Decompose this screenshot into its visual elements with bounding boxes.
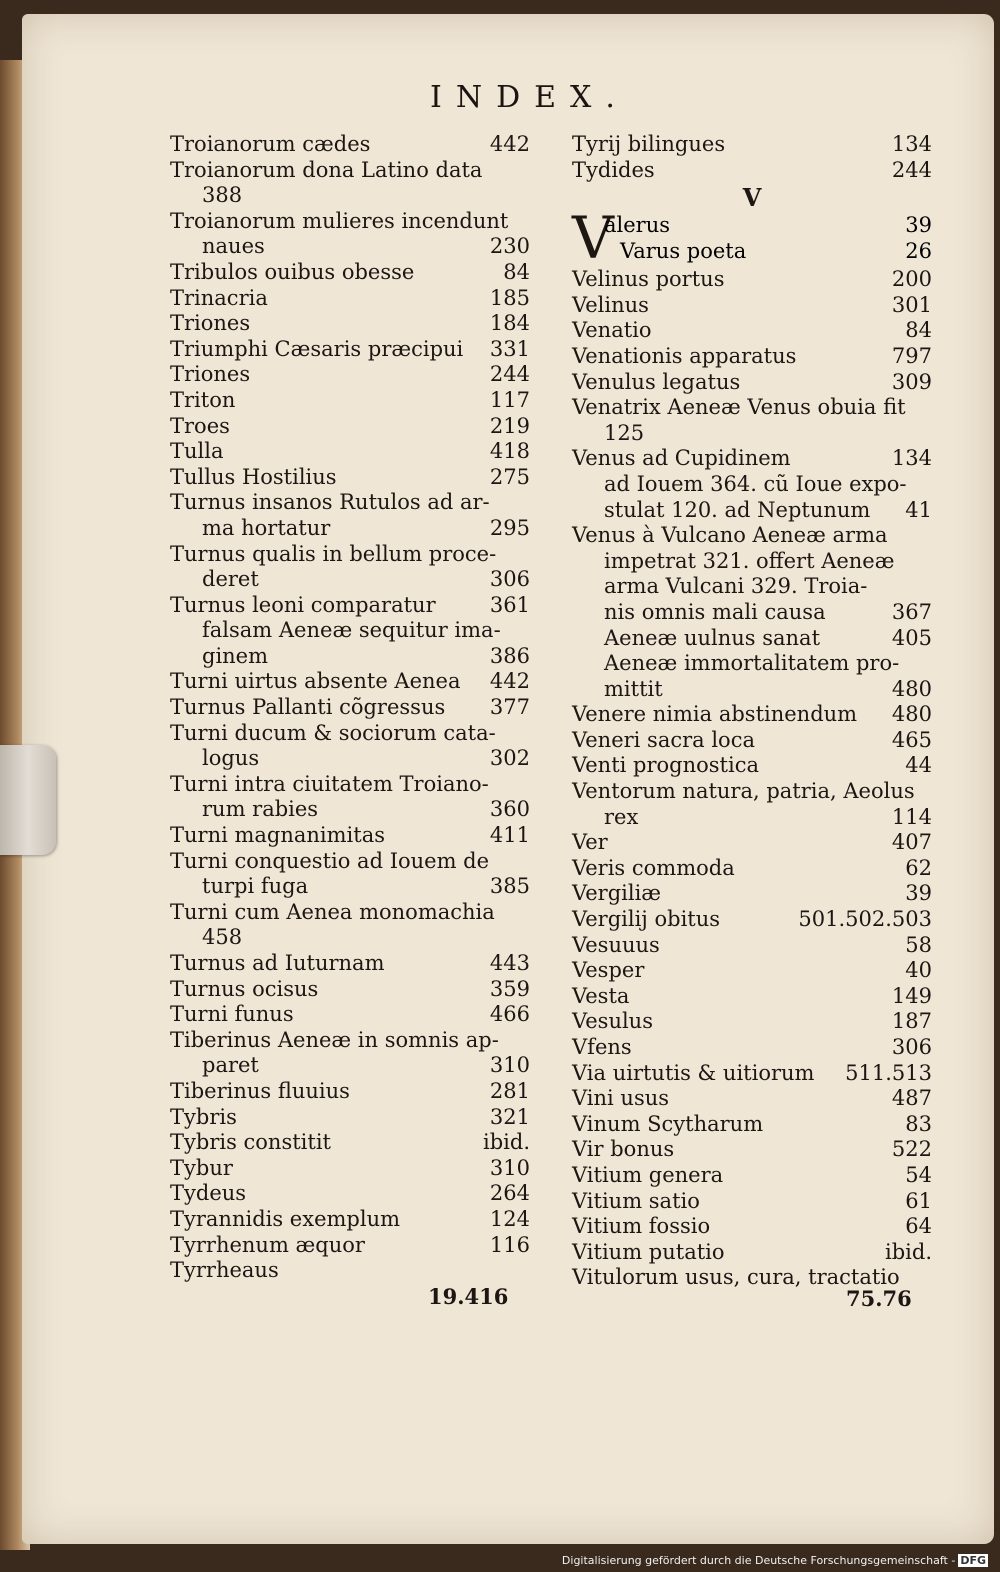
- entry-term: Vitium satio: [572, 1188, 700, 1213]
- entry-term: Turni cum Aenea monomachia: [170, 899, 495, 924]
- entry-term: 125: [604, 420, 645, 445]
- index-entry: [170, 823, 530, 849]
- entry-term: Ventorum natura, patria, Aeolus: [572, 779, 915, 804]
- entry-page-number: 149: [891, 983, 932, 1008]
- index-entry: [170, 337, 530, 363]
- entry-term: Vitium fossio: [572, 1214, 711, 1239]
- entry-term: Tyrrhenum æquor: [170, 1232, 365, 1257]
- entry-term: ad Iouem 364. cũ Ioue expo-: [604, 471, 907, 496]
- entry-page-number: 244: [891, 157, 932, 182]
- index-entry: [170, 286, 530, 312]
- entry-term: Vesper: [572, 958, 645, 983]
- entry-term: naues: [202, 234, 265, 259]
- index-entry: [170, 618, 530, 644]
- entry-page-number: 443: [489, 951, 530, 975]
- dropcap-entry: [572, 204, 932, 273]
- entry-page-number: 187: [891, 1009, 932, 1034]
- dropcap-letter: V: [572, 204, 614, 273]
- entry-term: Veneri sacra loca: [572, 727, 755, 752]
- entry-term: Troianorum mulieres incendunt: [170, 208, 509, 233]
- entry-term: Vitium putatio: [572, 1239, 725, 1264]
- entry-term: Troes: [170, 413, 230, 438]
- entry-page-number: 797: [891, 343, 932, 368]
- index-entry: [170, 797, 530, 823]
- entry-term: Turni conquestio ad Iouem de: [170, 848, 490, 873]
- entry-term: Vitium genera: [572, 1162, 724, 1187]
- entry-page-number: 480: [891, 676, 932, 701]
- index-entry: [572, 498, 932, 524]
- index-entry: [170, 567, 530, 593]
- entry-page-number: 114: [891, 804, 932, 829]
- entry-term: Troianorum cædes: [170, 132, 371, 156]
- index-entry: [572, 933, 932, 959]
- index-entry: [572, 421, 932, 447]
- entry-term: Turnus qualis in bellum proce-: [170, 541, 497, 566]
- entry-page-number: 185: [489, 285, 530, 310]
- entry-page-number: 466: [489, 1002, 530, 1027]
- section-letter: V: [742, 183, 762, 213]
- index-entry: [572, 1112, 932, 1138]
- entry-page-number: 281: [489, 1078, 530, 1103]
- index-entry: [170, 260, 530, 286]
- entry-page-number: 134: [891, 446, 932, 471]
- index-entry: [572, 1214, 932, 1240]
- entry-page-number: 275: [489, 464, 530, 489]
- entry-term: Venere nimia abstinendum: [572, 702, 858, 727]
- entry-term: Tyrij bilingues: [572, 132, 726, 156]
- index-entry: [170, 209, 530, 235]
- entry-term: turpi fuga: [202, 874, 309, 899]
- entry-page-number: 407: [891, 830, 932, 855]
- entry-page-number: 465: [891, 727, 932, 752]
- catchword-left: 19.416: [428, 1284, 509, 1309]
- index-entry: [170, 1053, 530, 1079]
- entry-term: Turnus Pallanti cõgressus: [170, 695, 446, 720]
- index-entry: [170, 1207, 530, 1233]
- entry-term: Vir bonus: [572, 1137, 675, 1162]
- entry-term: Tiberinus fluuius: [170, 1078, 350, 1103]
- index-entry: [572, 344, 932, 370]
- index-entry: [170, 234, 530, 260]
- entry-term: Tulla: [170, 439, 224, 464]
- index-entry: [170, 874, 530, 900]
- entry-term: Venatio: [572, 318, 652, 343]
- entry-page-number: 367: [891, 599, 932, 624]
- entry-term: Turnus leoni comparatur: [170, 592, 436, 617]
- index-column-left: [170, 132, 530, 1284]
- entry-term: Turni magnanimitas: [170, 823, 386, 848]
- entry-term: Turni ducum & sociorum cata-: [170, 720, 496, 745]
- entry-page-number: 244: [489, 362, 530, 387]
- index-entry: [572, 370, 932, 396]
- entry-page-number: 360: [489, 797, 530, 822]
- index-entry: [572, 446, 932, 472]
- catchword-right: 75.76: [846, 1286, 912, 1311]
- index-entry: [572, 267, 932, 293]
- entry-page-number: 511.513: [845, 1060, 932, 1085]
- index-entry: [572, 523, 932, 549]
- index-entry: [572, 728, 932, 754]
- entry-term: Vergiliæ: [572, 881, 662, 906]
- entry-page-number: 264: [489, 1181, 530, 1206]
- entry-term: Venationis apparatus: [572, 343, 797, 368]
- index-entry: [572, 779, 932, 805]
- index-column-right: [572, 132, 932, 1291]
- entry-term: rum rabies: [202, 797, 319, 822]
- index-entry: [572, 1061, 932, 1087]
- index-entry: [170, 721, 530, 747]
- entry-page-number: 58: [905, 932, 932, 957]
- entry-page-number: 405: [891, 625, 932, 650]
- entry-term: ma hortatur: [202, 515, 331, 540]
- index-entry: [170, 1105, 530, 1131]
- entry-term: 388: [202, 183, 243, 208]
- entry-page-number: 44: [905, 753, 932, 778]
- index-entry: [572, 1163, 932, 1189]
- entry-term: Tiberinus Aeneæ in somnis ap-: [170, 1027, 499, 1052]
- entry-term: Triones: [170, 362, 251, 387]
- entry-term: Turni intra ciuitatem Troiano-: [170, 771, 489, 796]
- index-entry: [572, 1137, 932, 1163]
- entry-page-number: 84: [905, 318, 932, 343]
- entry-term: Troianorum dona Latino data: [170, 157, 483, 182]
- entry-page-number: 377: [489, 695, 530, 720]
- entry-page-number: 117: [489, 387, 530, 412]
- index-entry: [170, 1028, 530, 1054]
- entry-page-number: 302: [489, 746, 530, 771]
- index-entry: [572, 574, 932, 600]
- entry-page-number: 62: [905, 855, 932, 880]
- index-entry: [572, 702, 932, 728]
- entry-term: arma Vulcani 329. Troia-: [604, 574, 868, 599]
- entry-term: stulat 120. ad Neptunum: [604, 497, 871, 522]
- entry-term: Turnus ad Iuturnam: [170, 951, 385, 975]
- entry-term: Vesta: [572, 983, 630, 1008]
- entry-term: Velinus: [572, 292, 649, 317]
- entry-page-number: 219: [489, 413, 530, 438]
- index-entry: [572, 984, 932, 1010]
- index-entry: [170, 849, 530, 875]
- index-entry: [170, 1130, 530, 1156]
- entry-page-number: 418: [489, 439, 530, 464]
- entry-page-number: 295: [489, 515, 530, 540]
- entry-term: Tyrannidis exemplum: [170, 1206, 401, 1231]
- entry-term: nis omnis mali causa: [604, 599, 826, 624]
- index-entry: [170, 1181, 530, 1207]
- entry-page-number: 184: [489, 311, 530, 336]
- index-entry: [170, 1233, 530, 1259]
- dropcap-number1: 39: [905, 213, 932, 238]
- entry-term: Via uirtutis & uitiorum: [572, 1060, 815, 1085]
- entry-term: Turnus ocisus: [170, 976, 319, 1001]
- index-entry: [572, 549, 932, 575]
- entry-term: logus: [202, 746, 260, 771]
- entry-page-number: 134: [891, 132, 932, 156]
- entry-term: Tybur: [170, 1155, 233, 1180]
- entry-term: 458: [202, 925, 243, 950]
- index-entry: [572, 958, 932, 984]
- entry-term: Tybris constitit: [170, 1130, 331, 1155]
- entry-page-number: 84: [503, 259, 530, 284]
- entry-page-number: 41: [905, 497, 932, 522]
- entry-term: mittit: [604, 676, 663, 701]
- dropcap-line1: alerus: [604, 213, 671, 238]
- entry-page-number: 124: [489, 1206, 530, 1231]
- index-entry: [572, 472, 932, 498]
- entry-page-number: 480: [891, 702, 932, 727]
- entry-term: deret: [202, 567, 259, 592]
- index-entry: [572, 881, 932, 907]
- index-entry: [170, 183, 530, 209]
- entry-page-number: 411: [489, 823, 530, 848]
- index-entry: [170, 132, 530, 158]
- index-entry: [572, 1086, 932, 1112]
- entry-page-number: 310: [489, 1155, 530, 1180]
- entry-page-number: 54: [905, 1162, 932, 1187]
- entry-term: Vergilij obitus: [572, 907, 721, 932]
- entry-term: Velinus portus: [572, 267, 725, 292]
- entry-term: Tribulos ouibus obesse: [170, 259, 415, 284]
- entry-page-number: 385: [489, 874, 530, 899]
- entry-term: Triton: [170, 387, 236, 412]
- entry-term: paret: [202, 1053, 259, 1078]
- entry-term: Venulus legatus: [572, 369, 741, 394]
- dropcap-line2: Varus poeta: [620, 239, 747, 264]
- entry-term: Venus à Vulcano Aeneæ arma: [572, 523, 888, 548]
- entry-term: Turni uirtus absente Aenea: [170, 669, 461, 694]
- index-entry: [170, 490, 530, 516]
- index-entry: [572, 1189, 932, 1215]
- entry-page-number: 83: [905, 1111, 932, 1136]
- index-entry: [170, 439, 530, 465]
- index-entry: [572, 132, 932, 158]
- index-entry: [572, 1009, 932, 1035]
- index-entry: [170, 362, 530, 388]
- entry-term: Triones: [170, 311, 251, 336]
- index-entry: [170, 1079, 530, 1105]
- entry-term: Vfens: [572, 1035, 632, 1059]
- index-entry: [170, 1156, 530, 1182]
- index-entry: [170, 695, 530, 721]
- index-entry: [170, 465, 530, 491]
- index-entry: [572, 293, 932, 319]
- entry-page-number: 442: [489, 132, 530, 156]
- entry-page-number: 40: [905, 958, 932, 983]
- entry-term: impetrat 321. offert Aeneæ: [604, 548, 895, 573]
- entry-page-number: 301: [891, 292, 932, 317]
- index-entry: [170, 951, 530, 977]
- entry-page-number: 522: [891, 1137, 932, 1162]
- index-entry: [572, 856, 932, 882]
- entry-term: Venatrix Aeneæ Venus obuia fit: [572, 395, 906, 420]
- index-entry: [170, 158, 530, 184]
- index-entry: [572, 318, 932, 344]
- entry-term: Tydeus: [170, 1181, 247, 1206]
- entry-page-number: 359: [489, 976, 530, 1001]
- index-entry: [170, 414, 530, 440]
- entry-term: Aeneæ uulnus sanat: [604, 625, 821, 650]
- entry-page-number: ibid.: [885, 1239, 932, 1264]
- index-entry: [572, 600, 932, 626]
- index-entry: [170, 388, 530, 414]
- entry-term: Venus ad Cupidinem: [572, 446, 791, 471]
- entry-term: Tybris: [170, 1104, 237, 1129]
- entry-term: Vinum Scytharum: [572, 1111, 764, 1136]
- entry-term: Triumphi Cæsaris præcipui: [170, 336, 464, 361]
- entry-term: Tyrrheaus: [170, 1258, 279, 1283]
- index-entry: [170, 311, 530, 337]
- entry-term: Tydides: [572, 157, 655, 182]
- index-entry: [170, 593, 530, 619]
- index-entry: [572, 830, 932, 856]
- entry-page-number: 442: [489, 669, 530, 694]
- index-entry: [572, 1035, 932, 1061]
- digitization-footer: [558, 1553, 992, 1568]
- entry-page-number: 487: [891, 1086, 932, 1111]
- entry-term: Trinacria: [170, 285, 268, 310]
- index-entry: [572, 753, 932, 779]
- entry-page-number: 321: [489, 1104, 530, 1129]
- index-entry: [572, 626, 932, 652]
- entry-page-number: 39: [905, 881, 932, 906]
- entry-term: rex: [604, 804, 639, 829]
- entry-term: Aeneæ immortalitatem pro-: [604, 651, 900, 676]
- dropcap-number2: 26: [905, 239, 932, 264]
- entry-term: Vitulorum usus, cura, tractatio: [572, 1265, 900, 1290]
- dfg-logo: DFG: [960, 1554, 986, 1567]
- index-entry: [170, 900, 530, 926]
- entry-page-number: 309: [891, 369, 932, 394]
- index-entry: [572, 677, 932, 703]
- entry-page-number: 64: [905, 1214, 932, 1239]
- index-entry: [572, 158, 932, 184]
- footer-text: Digitalisierung gefördert durch die Deutsche Forschungsgemeinschaft -: [561, 1554, 956, 1567]
- entry-term: Turni funus: [170, 1002, 294, 1027]
- entry-page-number: 386: [489, 643, 530, 668]
- index-entry: [170, 1258, 530, 1284]
- entry-page-number: 501.502.503: [798, 907, 932, 932]
- index-entry: [170, 746, 530, 772]
- index-entry: [572, 1240, 932, 1266]
- entry-term: Ver: [572, 830, 608, 855]
- entry-page-number: 310: [489, 1053, 530, 1078]
- entry-term: Vini usus: [572, 1086, 670, 1111]
- entry-page-number: 116: [489, 1232, 530, 1257]
- entry-term: Veris commoda: [572, 855, 735, 880]
- index-entry: [170, 925, 530, 951]
- entry-term: Tullus Hostilius: [170, 464, 337, 489]
- entry-page-number: 331: [489, 336, 530, 361]
- index-entry: [572, 651, 932, 677]
- entry-term: Vesuuus: [572, 932, 660, 957]
- entry-term: Venti prognostica: [572, 753, 759, 778]
- entry-page-number: 230: [489, 234, 530, 259]
- entry-term: Turnus insanos Rutulos ad ar-: [170, 490, 490, 515]
- entry-page-number: 306: [489, 567, 530, 592]
- entry-page-number: 361: [489, 592, 530, 617]
- entry-term: ginem: [202, 643, 269, 668]
- index-entry: [170, 977, 530, 1003]
- entry-term: falsam Aeneæ sequitur ima-: [202, 618, 501, 643]
- entry-term: Vesulus: [572, 1009, 653, 1034]
- page-header: INDEX.: [430, 80, 629, 115]
- entry-page-number: ibid.: [483, 1130, 530, 1155]
- entry-page-number: 306: [891, 1035, 932, 1059]
- index-entry: [170, 516, 530, 542]
- index-entry: [170, 1002, 530, 1028]
- index-entry: [170, 772, 530, 798]
- entry-page-number: 61: [905, 1188, 932, 1213]
- index-entry: [572, 395, 932, 421]
- entry-page-number: 200: [891, 267, 932, 292]
- index-entry: [572, 805, 932, 831]
- index-entry: [170, 542, 530, 568]
- index-entry: [572, 907, 932, 933]
- page-clip: [0, 745, 56, 855]
- index-entry: [170, 669, 530, 695]
- index-entry: [170, 644, 530, 670]
